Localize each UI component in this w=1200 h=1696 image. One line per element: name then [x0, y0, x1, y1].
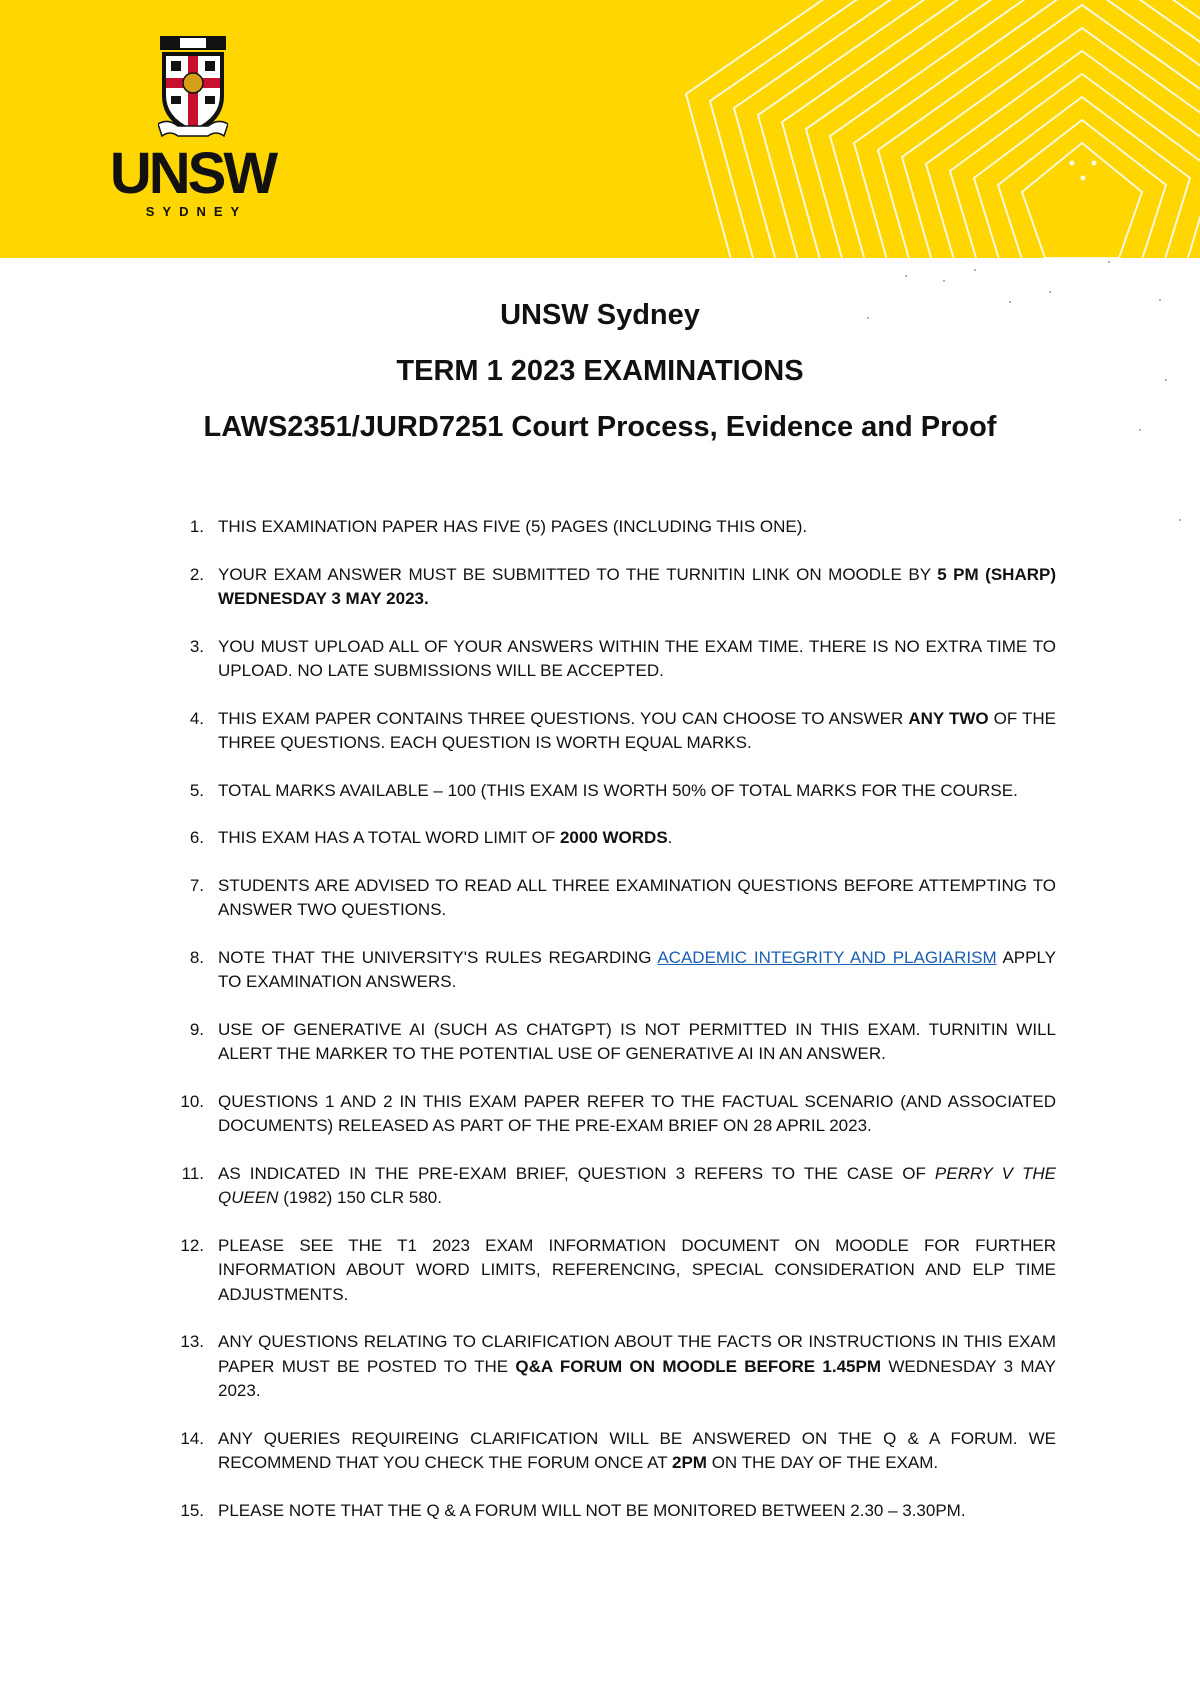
emphasis-text: ANY TWO	[908, 708, 989, 728]
instruction-item	[160, 1234, 1056, 1308]
emphasis-text: Q&A FORUM ON MOODLE BEFORE 1.45PM	[515, 1356, 882, 1376]
instruction-item	[160, 946, 1056, 995]
text-run: YOU MUST UPLOAD ALL OF YOUR ANSWERS WITHIN THE EXAM TIME. THERE IS NO EXTRA TIME TO UPLOAD. NO LATE SUBMISSIONS WILL BE ACCEPTED.	[218, 636, 1056, 680]
instruction-number: 4.	[189, 708, 204, 728]
instruction-number: 14.	[180, 1428, 204, 1448]
text-run: WEDNESDAY 3 MAY 2023.	[218, 1356, 1057, 1400]
text-run: THIS EXAM HAS A TOTAL WORD LIMIT OF	[218, 828, 560, 847]
emphasis-text: 2PM	[672, 1453, 707, 1472]
instruction-item	[160, 1427, 1056, 1476]
text-run: THIS EXAM PAPER CONTAINS THREE QUESTIONS. YOU CAN CHOOSE TO ANSWER	[218, 708, 909, 728]
text-run: STUDENTS ARE ADVISED TO READ ALL THREE EXAMINATION QUESTIONS BEFORE ATTEMPTING TO ANSWER TWO QUESTIONS.	[218, 875, 1056, 919]
instruction-item	[160, 1018, 1056, 1067]
instruction-number: 7.	[189, 875, 204, 895]
instruction-text	[218, 1236, 1056, 1304]
text-run: APPLY TO EXAMINATION ANSWERS.	[218, 947, 1057, 991]
instruction-number: 12.	[180, 1235, 204, 1255]
instruction-number: 2.	[189, 564, 204, 584]
text-run: YOUR EXAM ANSWER MUST BE SUBMITTED TO THE TURNITIN LINK ON MOODLE BY	[218, 564, 938, 584]
text-run: TOTAL MARKS AVAILABLE – 100 (THIS EXAM IS WORTH 50% OF TOTAL MARKS FOR THE COURSE.	[218, 780, 1018, 800]
instruction-number: 15.	[180, 1500, 204, 1520]
course-title: LAWS2351/JURD7251 Court Process, Evidence and Proof	[203, 411, 997, 443]
instruction-item	[160, 779, 1056, 804]
instruction-number: 9.	[189, 1019, 204, 1039]
text-run: OF THE THREE QUESTIONS. EACH QUESTION IS WORTH EQUAL MARKS.	[218, 708, 1057, 752]
case-name: PERRY V THE QUEEN	[218, 1163, 1057, 1207]
instruction-number: 13.	[180, 1332, 204, 1351]
text-run: USE OF GENERATIVE AI (SUCH AS CHATGPT) IS NOT PERMITTED IN THIS EXAM. TURNITIN WILL ALERT THE MARKER TO THE POTENTIAL USE OF GENERATIVE AI IN AN ANSWER.	[218, 1019, 1056, 1063]
instruction-text	[218, 1501, 966, 1520]
instruction-number: 11.	[181, 1163, 204, 1183]
text-run: THIS EXAMINATION PAPER HAS FIVE (5) PAGES (INCLUDING THIS ONE).	[218, 517, 808, 536]
text-run: AS INDICATED IN THE PRE-EXAM BRIEF, QUESTION 3 REFERS TO THE CASE OF	[218, 1163, 935, 1183]
instruction-text	[218, 1429, 1056, 1473]
text-run: QUESTIONS 1 AND 2 IN THIS EXAM PAPER REFER TO THE FACTUAL SCENARIO (AND ASSOCIATED DOCUMENTS) RELEASED AS PART OF THE PRE-EXAM BRIEF ON 28 APRIL 2023.	[218, 1091, 1056, 1135]
instruction-text	[218, 637, 1056, 681]
instruction-item	[160, 563, 1056, 612]
instruction-text	[218, 876, 1056, 920]
instructions-list	[160, 515, 1056, 1546]
instruction-item	[160, 826, 1056, 851]
text-run: PLEASE SEE THE T1 2023 EXAM INFORMATION DOCUMENT ON MOODLE FOR FURTHER INFORMATION ABOUT WORD LIMITS, REFERENCING, SPECIAL CONSIDERATION AND ELP TIME ADJUSTMENTS.	[218, 1235, 1056, 1304]
text-run: (1982) 150 CLR 580.	[278, 1188, 442, 1207]
text-run: ON THE DAY OF THE EXAM.	[706, 1453, 939, 1472]
instruction-item	[160, 1090, 1056, 1139]
exam-period-title: TERM 1 2023 EXAMINATIONS	[396, 355, 804, 387]
text-run: ANY QUESTIONS RELATING TO CLARIFICATION ABOUT THE FACTS OR INSTRUCTIONS IN THIS EXAM PAPER MUST BE POSTED TO THE	[218, 1332, 1056, 1376]
instruction-number: 1.	[189, 517, 204, 536]
instruction-text	[218, 1092, 1056, 1136]
header-banner	[0, 0, 1200, 258]
instruction-item	[160, 874, 1056, 923]
instruction-item	[160, 1499, 1056, 1524]
instruction-text	[218, 1332, 1056, 1400]
unsw-logo	[105, 34, 280, 224]
academic-integrity-link[interactable]: ACADEMIC INTEGRITY AND PLAGIARISM	[657, 947, 997, 967]
instruction-text	[218, 1164, 1056, 1208]
instruction-item	[160, 1330, 1056, 1404]
text-run: ANY QUERIES REQUIREING CLARIFICATION WILL BE ANSWERED ON THE Q & A FORUM. WE RECOMMEND THAT YOU CHECK THE FORUM ONCE AT	[218, 1428, 1056, 1472]
instruction-text	[218, 828, 672, 847]
text-run: NOTE THAT THE UNIVERSITY'S RULES REGARDING	[218, 947, 658, 967]
institution-title: UNSW Sydney	[500, 299, 700, 331]
sydney-wordmark: SYDNEY	[145, 204, 248, 219]
instruction-item	[160, 515, 1056, 540]
instruction-item	[160, 1162, 1056, 1211]
exam-title-block	[0, 294, 1200, 449]
text-run: PLEASE NOTE THAT THE Q & A FORUM WILL NOT BE MONITORED BETWEEN 2.30 – 3.30PM.	[218, 1500, 966, 1520]
instruction-text	[218, 517, 807, 536]
emphasis-text: 5 PM (SHARP) WEDNESDAY 3 MAY 2023.	[218, 564, 1056, 608]
instruction-text	[218, 948, 1056, 992]
instruction-number: 6.	[189, 828, 204, 847]
instruction-text	[218, 1020, 1056, 1064]
text-run: .	[667, 828, 673, 847]
unsw-wordmark: UNSW	[109, 141, 276, 206]
instruction-text	[218, 781, 1018, 800]
instruction-number: 5.	[189, 780, 204, 800]
instruction-text	[218, 565, 1056, 609]
emphasis-text: 2000 WORDS	[559, 828, 668, 847]
instruction-number: 8.	[189, 947, 204, 967]
instruction-item	[160, 707, 1056, 756]
instruction-text	[218, 709, 1056, 753]
university-crest-icon	[158, 34, 228, 142]
instruction-number: 10.	[180, 1091, 204, 1111]
instruction-item	[160, 635, 1056, 684]
instruction-number: 3.	[189, 636, 204, 656]
